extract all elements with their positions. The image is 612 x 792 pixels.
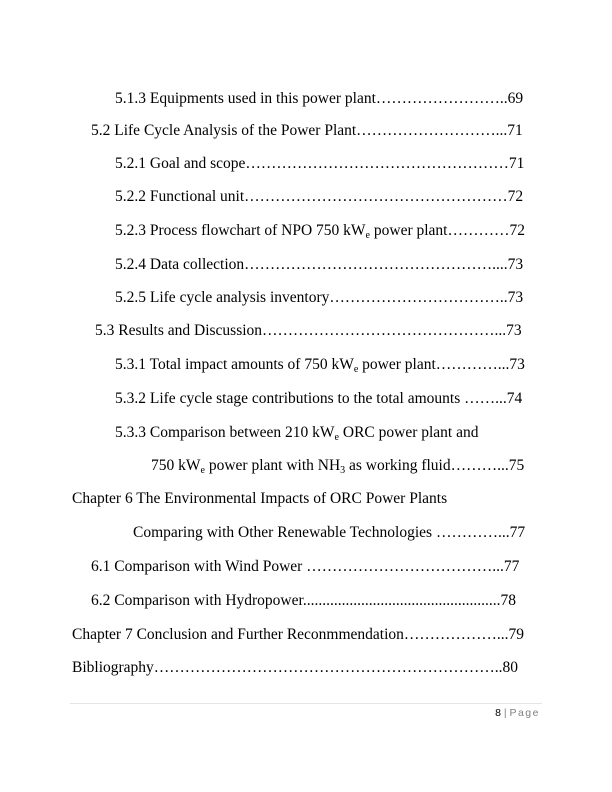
toc-entry-5-2-3[interactable] <box>115 222 525 240</box>
subscript: e <box>200 465 205 476</box>
toc-entry-5-2-1[interactable]: 5.2.1 Goal and scope……………………………………………71 <box>115 155 525 172</box>
toc-entry-text: power plant…………72 <box>370 222 525 239</box>
toc-entry-bibliography[interactable]: Bibliography…………………………………………………………..80 <box>72 659 519 676</box>
toc-entry-5-3-3-continued[interactable] <box>151 457 524 475</box>
toc-entry-text: power plant with NH <box>204 457 341 474</box>
toc-entry-5-3-2[interactable]: 5.3.2 Life cycle stage contributions to the total amounts ……...74 <box>115 390 523 407</box>
toc-entry-chapter-6[interactable]: Chapter 6 The Environmental Impacts of ORC Power Plants <box>72 490 448 507</box>
toc-entry-6-2[interactable]: 6.2 Comparison with Hydropower...................................................78 <box>91 592 516 609</box>
toc-entry-6-1[interactable]: 6.1 Comparison with Wind Power ………………………………...77 <box>91 558 520 575</box>
page-separator: | <box>500 707 510 719</box>
toc-entry-text: 5.3.1 Total impact amounts of 750 kW <box>115 356 354 373</box>
toc-entry-5-2-5[interactable]: 5.2.5 Life cycle analysis inventory……………………………..73 <box>115 289 524 306</box>
subscript: e <box>365 230 370 241</box>
toc-entry-text: as working fluid………...75 <box>345 457 525 474</box>
footer-divider <box>70 703 542 704</box>
subscript: 3 <box>340 465 346 476</box>
toc-entry-chapter-7[interactable]: Chapter 7 Conclusion and Further Reconmmendation………………...79 <box>72 626 525 643</box>
toc-entry-text: 5.3.3 Comparison between 210 kW <box>115 424 335 441</box>
subscript: e <box>353 364 359 375</box>
toc-entry-text: power plant…………...73 <box>358 356 525 373</box>
subscript: e <box>334 432 339 443</box>
toc-entry-5-3[interactable]: 5.3 Results and Discussion………………………………………...73 <box>95 322 522 339</box>
toc-entry-5-2-4[interactable]: 5.2.4 Data collection…………………………………………....73 <box>115 256 524 273</box>
toc-entry-text: 5.2.3 Process flowchart of NPO 750 kW <box>115 222 366 239</box>
page-label: Page <box>509 707 540 719</box>
toc-entry-text: ORC power plant and <box>339 424 479 441</box>
toc-entry-5-2-2[interactable]: 5.2.2 Functional unit……………………………………………72 <box>115 188 524 205</box>
toc-entry-5-2[interactable]: 5.2 Life Cycle Analysis of the Power Plant………………………...71 <box>91 122 523 139</box>
toc-entry-5-3-1[interactable] <box>115 356 525 374</box>
toc-entry-text: 750 kW <box>151 457 201 474</box>
toc-entry-5-1-3[interactable]: 5.1.3 Equipments used in this power plant……………………..69 <box>115 90 524 107</box>
page-footer <box>495 707 540 719</box>
toc-entry-chapter-6-continued[interactable]: Comparing with Other Renewable Technologies …………...77 <box>133 524 526 541</box>
toc-entry-5-3-3[interactable] <box>115 424 478 442</box>
page-number: 8 <box>495 707 501 719</box>
